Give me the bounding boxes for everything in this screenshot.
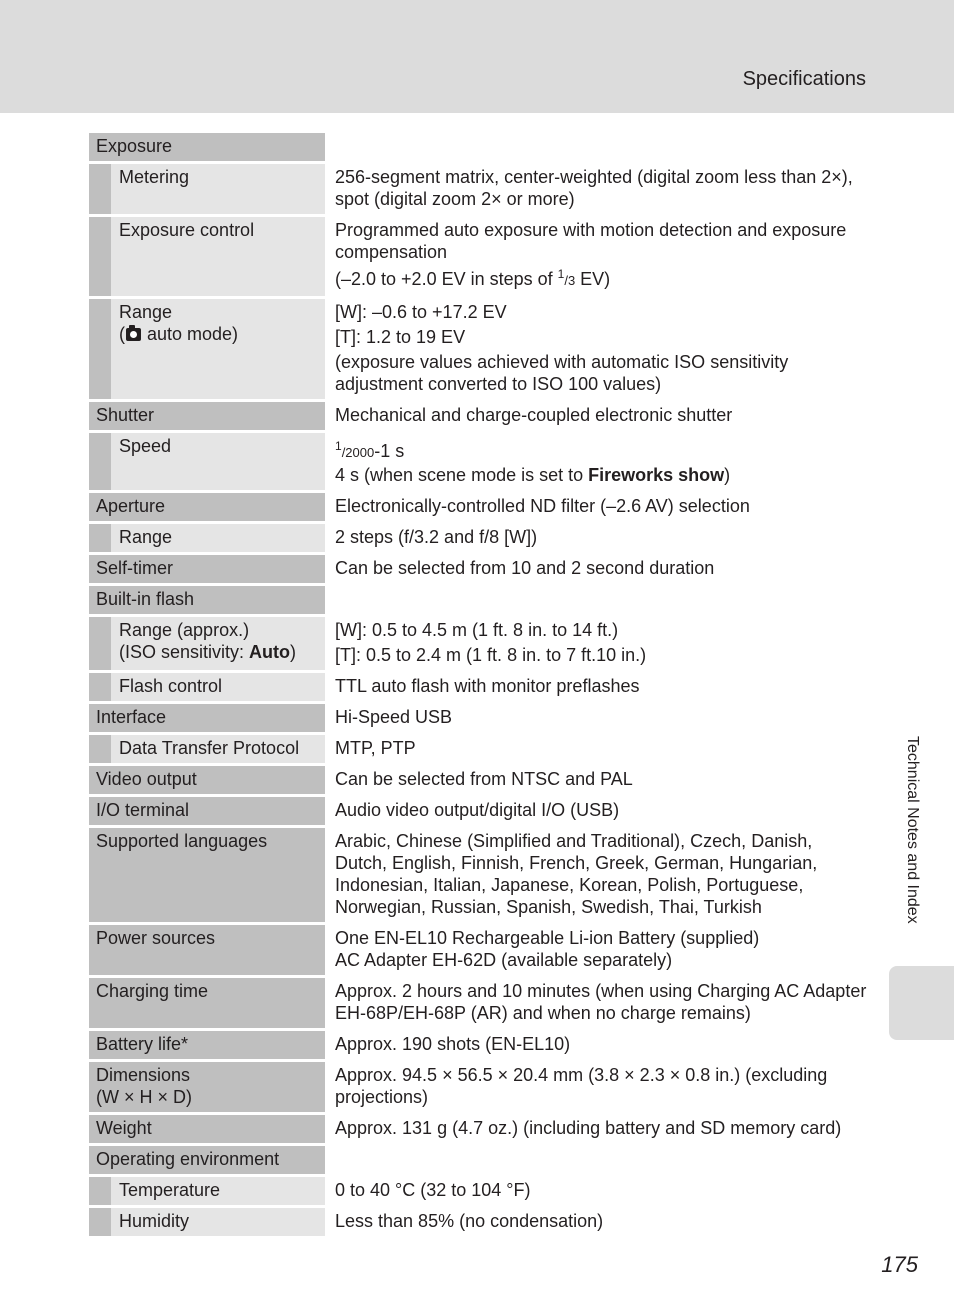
row-label-dimensions: Dimensions (W × H × D) (89, 1062, 325, 1112)
row-label-flash-control: Flash control (111, 673, 325, 701)
row-value-metering: 256-segment matrix, center-weighted (digital zoom less than 2×), spot (digital zoom 2× or more) (335, 167, 853, 209)
row-label-supported-languages: Supported languages (89, 828, 325, 922)
row-value-humidity: Less than 85% (no condensation) (335, 1211, 604, 1231)
table-row (89, 797, 869, 825)
row-value-power-sources: One EN-EL10 Rechargeable Li-ion Battery (supplied) AC Adapter EH-62D (available separately) (335, 928, 760, 970)
table-row (89, 828, 869, 922)
table-row (89, 493, 869, 521)
row-label-exposure: Exposure (89, 133, 325, 161)
row-label-built-in-flash: Built-in flash (89, 586, 325, 614)
row-label-io-terminal: I/O terminal (89, 797, 325, 825)
row-label-flash-range: Range (approx.) (ISO sensitivity: Auto) (111, 617, 325, 670)
row-label-humidity: Humidity (111, 1208, 325, 1236)
table-row (89, 524, 869, 552)
row-label-temperature: Temperature (111, 1177, 325, 1205)
row-label-shutter: Shutter (89, 402, 325, 430)
table-row (89, 617, 869, 670)
row-label-metering: Metering (111, 164, 325, 214)
section-title: Specifications (742, 68, 866, 90)
row-value-temperature: 0 to 40 °C (32 to 104 °F) (335, 1180, 531, 1200)
row-value-shutter: Mechanical and charge-coupled electronic shutter (335, 405, 733, 425)
row-value-charging-time: Approx. 2 hours and 10 minutes (when using Charging AC Adapter EH-68P/EH-68P (AR) and when no charge remains) (335, 981, 867, 1023)
row-value-video-output: Can be selected from NTSC and PAL (335, 769, 633, 789)
row-label-power-sources: Power sources (89, 925, 325, 975)
table-row (89, 1146, 869, 1174)
row-label-operating-environment: Operating environment (89, 1146, 325, 1174)
table-row (89, 1062, 869, 1112)
specifications-table (89, 130, 869, 1239)
row-value-data-transfer-protocol: MTP, PTP (335, 738, 416, 758)
row-value-flash-control: TTL auto flash with monitor preflashes (335, 676, 640, 696)
row-label-exposure-control: Exposure control (111, 217, 325, 296)
row-label-interface: Interface (89, 704, 325, 732)
row-value-interface: Hi-Speed USB (335, 707, 453, 727)
row-value-aperture: Electronically-controlled ND filter (–2.6 AV) selection (335, 496, 750, 516)
table-row (89, 555, 869, 583)
table-row (89, 735, 869, 763)
row-value-weight: Approx. 131 g (4.7 oz.) (including battery and SD memory card) (335, 1118, 842, 1138)
row-value-self-timer: Can be selected from 10 and 2 second duration (335, 558, 715, 578)
table-row (89, 133, 869, 161)
table-row (89, 402, 869, 430)
row-value-shutter-speed: $^1$/2000-1 s 4 s (when scene mode is set to Fireworks show) (335, 439, 731, 485)
row-label-aperture-range: Range (111, 524, 325, 552)
page-number: 175 (881, 1252, 918, 1277)
table-row (89, 217, 869, 296)
table-row (89, 673, 869, 701)
table-row (89, 586, 869, 614)
row-label-data-transfer-protocol: Data Transfer Protocol (111, 735, 325, 763)
row-value-exposure-range: [W]: –0.6 to +17.2 EV [T]: 1.2 to 19 EV (exposure values achieved with automatic ISO sensitivity adjustment converted to ISO 100 values) (335, 302, 789, 394)
index-tab (889, 966, 954, 1040)
row-value-flash-range: [W]: 0.5 to 4.5 m (1 ft. 8 in. to 14 ft.) [T]: 0.5 to 2.4 m (1 ft. 8 in. to 7 ft.10 in.) (335, 620, 647, 665)
table-row (89, 164, 869, 214)
row-value-aperture-range: 2 steps (f/3.2 and f/8 [W]) (335, 527, 538, 547)
row-value-battery-life: Approx. 190 shots (EN-EL10) (335, 1034, 571, 1054)
table-row (89, 978, 869, 1028)
table-row (89, 1177, 869, 1205)
table-row (89, 1115, 869, 1143)
page-header (0, 0, 954, 113)
row-label-weight: Weight (89, 1115, 325, 1143)
table-row (89, 766, 869, 794)
row-value-io-terminal: Audio video output/digital I/O (USB) (335, 800, 620, 820)
row-value-supported-languages: Arabic, Chinese (Simplified and Traditional), Czech, Danish, Dutch, English, Finnish, French, Greek, German, Hungarian, Indonesian, Italian, Japanese, Korean, Polish, Portuguese, Norwegian, Russian, Spanish, Swedish, Thai, Turkish (335, 831, 818, 917)
table-row (89, 925, 869, 975)
row-label-exposure-range: Range ( auto mode) (111, 299, 325, 399)
row-label-shutter-speed: Speed (111, 433, 325, 490)
row-value-dimensions: Approx. 94.5 × 56.5 × 20.4 mm (3.8 × 2.3 × 0.8 in.) (excluding projections) (335, 1065, 828, 1107)
table-row (89, 1208, 869, 1236)
row-label-battery-life: Battery life* (89, 1031, 325, 1059)
row-label-charging-time: Charging time (89, 978, 325, 1028)
table-row (89, 433, 869, 490)
side-section-label: Technical Notes and Index (904, 736, 921, 924)
row-label-video-output: Video output (89, 766, 325, 794)
camera-icon (126, 328, 141, 341)
row-value-exposure-control: Programmed auto exposure with motion detection and exposure compensation (–2.0 to +2.0 EV in steps of $^1$/3 EV) (335, 220, 847, 289)
table-row (89, 704, 869, 732)
table-row (89, 1031, 869, 1059)
table-row (89, 299, 869, 399)
row-label-self-timer: Self-timer (89, 555, 325, 583)
row-label-aperture: Aperture (89, 493, 325, 521)
